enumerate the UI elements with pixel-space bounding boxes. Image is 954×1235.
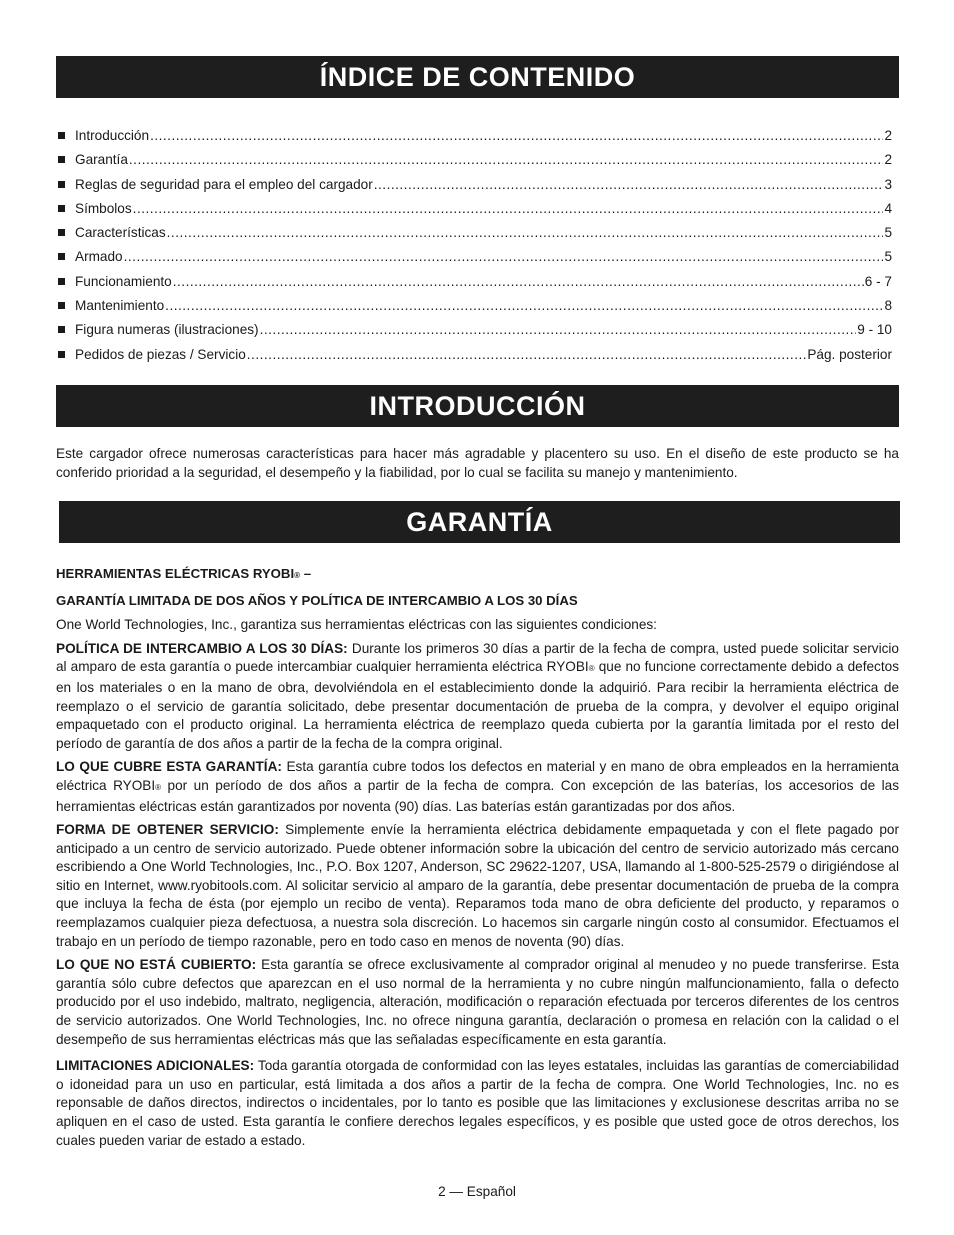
service-paragraph bbox=[56, 821, 899, 951]
intro-paragraph: Este cargador ofrece numerosas características para hacer más agradable y placentero su uso. En el diseño de este producto se ha conferido prioridad a la seguridad, el desempeño y la fiabilidad, por lo cual se facilita su manejo y mantenimiento. bbox=[56, 445, 899, 480]
square-bullet-icon bbox=[58, 181, 65, 188]
toc-item-page: 4 bbox=[884, 200, 892, 216]
toc-item-label: Armado bbox=[75, 249, 123, 265]
not-covered-paragraph bbox=[56, 956, 899, 1049]
dot-leader bbox=[167, 221, 884, 245]
toc-item-label: Mantenimiento bbox=[75, 298, 165, 314]
exchange-policy-label: POLÍTICA DE INTERCAMBIO A LOS 30 DÍAS: bbox=[56, 640, 348, 656]
square-bullet-icon bbox=[58, 156, 65, 163]
toc-item-page: 3 bbox=[884, 176, 892, 192]
toc-item bbox=[56, 343, 899, 367]
toc-item bbox=[56, 148, 899, 172]
registered-mark: ® bbox=[294, 570, 301, 580]
square-bullet-icon bbox=[58, 132, 65, 139]
toc-item-label: Símbolos bbox=[75, 200, 132, 216]
toc-item-label: Reglas de seguridad para el empleo del cargador bbox=[75, 176, 373, 192]
toc-item-label: Características bbox=[75, 225, 166, 241]
service-text: Simplemente envíe la herramienta eléctrica debidamente empaquetada y con el flete pagado por anticipado a un centro de servicio autorizado. Puede obtener información sobre la ubicación del centro de servicio autorizado más cercano escribiendo a One World Technologies, Inc., P.O. Box 1207, Anderson, SC 29622-1207, USA, llamando al 1-800-525-2579 o dirigiéndose al sitio en Internet, www.ryobitools.com. Al solicitar servicio al amparo de la garantía, debe presentar documentación de prueba de la compra que incluya la fecha de ésta (por ejemplo un recibo de venta). Reparamos toda mano de obra deficiente del producto, y reparamos o reemplazamos cualquier pieza defectuosa, a nuestra sola discreción. Lo hacemos sin cargarle ningún costo al consumidor. Efectuamos el trabajo en un período de tiempo razonable, pero en todo caso en menos de noventa (90) días. bbox=[56, 822, 899, 949]
toc-item bbox=[56, 318, 899, 342]
service-label: FORMA DE OBTENER SERVICIO: bbox=[56, 822, 279, 838]
toc-item-label: Garantía bbox=[75, 152, 128, 168]
toc-item bbox=[56, 294, 899, 318]
page-footer: 2 — Español bbox=[438, 1184, 516, 1199]
toc-item-page: 5 bbox=[884, 249, 892, 265]
exchange-policy-paragraph bbox=[56, 640, 899, 754]
limitations-label: LIMITACIONES ADICIONALES: bbox=[56, 1058, 255, 1074]
dot-leader bbox=[133, 197, 884, 221]
toc-item-page: 2 bbox=[884, 128, 892, 143]
warranty-intro: One World Technologies, Inc., garantiza sus herramientas eléctricas con las siguientes condiciones: bbox=[56, 617, 657, 633]
toc-item bbox=[56, 197, 899, 221]
toc-item-label: Introducción bbox=[75, 128, 150, 143]
not-covered-text: Esta garantía se ofrece exclusivamente al comprador original al menudeo y no puede transferirse. Esta garantía sólo cubre defectos que aparezcan en el uso normal de la herramienta y no cubre ningún malfuncionamiento, falla o defecto producido por el uso indebido, maltrato, negligencia, alteración, modificación o reparación efectuada por terceros diferentes de los centros de servicio autorizados. One World Technologies, Inc. no ofrece ninguna garantía, declaración o promesa en relación con la calidad o el desempeño de sus herramientas eléctricas más que las señaladas específicamente en esta garantía. bbox=[56, 957, 899, 1047]
dot-leader bbox=[260, 318, 857, 342]
square-bullet-icon bbox=[58, 278, 65, 285]
coverage-paragraph bbox=[56, 758, 899, 816]
dot-leader bbox=[129, 148, 884, 172]
dot-leader bbox=[374, 173, 884, 197]
warranty-heading-dash: – bbox=[300, 565, 312, 581]
toc-item-page: 8 bbox=[884, 298, 892, 314]
square-bullet-icon bbox=[58, 351, 65, 358]
toc-list bbox=[56, 124, 899, 367]
square-bullet-icon bbox=[58, 205, 65, 212]
toc-item bbox=[56, 245, 899, 269]
warranty-heading-brand-text: HERRAMIENTAS ELÉCTRICAS RYOBI bbox=[56, 565, 295, 581]
toc-item bbox=[56, 270, 899, 294]
toc-item-page: 2 bbox=[884, 152, 892, 168]
intro-title: INTRODUCCIÓN bbox=[56, 385, 899, 427]
toc-item-page: 5 bbox=[884, 225, 892, 241]
warranty-title: GARANTÍA bbox=[59, 501, 900, 543]
warranty-body bbox=[56, 565, 899, 1150]
manual-page bbox=[56, 56, 899, 1155]
toc-item-label: Pedidos de piezas / Servicio bbox=[75, 346, 246, 362]
toc-item-page: Pág. posterior bbox=[807, 346, 892, 362]
dot-leader bbox=[247, 343, 807, 367]
limitations-paragraph bbox=[56, 1057, 899, 1150]
toc-item-page: 6 - 7 bbox=[864, 273, 892, 289]
dot-leader bbox=[150, 124, 883, 148]
toc-item bbox=[56, 221, 899, 245]
toc-item-label: Figura numeras (ilustraciones) bbox=[75, 322, 259, 338]
toc-item bbox=[56, 173, 899, 197]
coverage-label: LO QUE CUBRE ESTA GARANTÍA: bbox=[56, 759, 282, 775]
limitations-text: Toda garantía otorgada de conformidad con las leyes estatales, incluidas las garantías de comerciabilidad o idoneidad para un uso en particular, está limitada a dos años a partir de la fecha de compra. One World Technologies, Inc. no es reponsable de daños directos, indirectos o incidentales, por lo tanto es posible que las limitaciones y exclusionese descritas arriba no se apliquen en el caso de usted. Esta garantía le confiere derechos legales específicos, y es posible que usted goce de otros derechos, los cuales pueden variar de estado a estado. bbox=[56, 1058, 900, 1148]
registered-mark: ® bbox=[588, 664, 595, 674]
square-bullet-icon bbox=[58, 253, 65, 260]
warranty-heading-brand bbox=[56, 565, 899, 586]
toc-item-label: Funcionamiento bbox=[75, 273, 172, 289]
dot-leader bbox=[173, 270, 864, 294]
square-bullet-icon bbox=[58, 229, 65, 236]
square-bullet-icon bbox=[58, 326, 65, 333]
square-bullet-icon bbox=[58, 302, 65, 309]
registered-mark: ® bbox=[155, 782, 162, 792]
coverage-text: Esta garantía cubre todos los defectos en material y en mano de obra empleados en la herramienta eléctrica RYOBI bbox=[56, 759, 899, 793]
toc-item-page: 9 - 10 bbox=[857, 322, 892, 338]
toc-item bbox=[56, 124, 899, 148]
dot-leader bbox=[165, 294, 883, 318]
warranty-heading-limited: GARANTÍA LIMITADA DE DOS AÑOS Y POLÍTICA DE INTERCAMBIO A LOS 30 DÍAS bbox=[56, 592, 578, 608]
exchange-policy-text: Durante los primeros 30 días a partir de la fecha de compra, usted puede solicitar servicio al amparo de esta garantía o puede intercambiar cualquier herramienta eléctrica RYOBI bbox=[56, 640, 899, 675]
toc-title: ÍNDICE DE CONTENIDO bbox=[56, 56, 899, 98]
coverage-text-cont: por un período de dos años a partir de la fecha de compra. Con excepción de las baterías, los accesorios de las herramientas eléctricas están garantizados por noventa (90) días. Las baterías están garantizadas por dos años. bbox=[56, 777, 899, 814]
dot-leader bbox=[124, 245, 884, 269]
exchange-policy-text-cont: que no funcione correctamente debido a defectos en los materiales o en la mano de obra, devolviéndola en el establecimiento donde la adquirió. Para recibir la herramienta eléctrica de reemplazo o el servicio de garantía solicitado, debe presentar documentación de prueba de la compra, y devolver el equipo original empaquetado con el producto original. La herramienta eléctrica de reemplazo queda cubierta por la garantía limitada por el resto del período de garantía de dos años a partir de la fecha de la compra original. bbox=[56, 659, 899, 751]
not-covered-label: LO QUE NO ESTÁ CUBIERTO: bbox=[56, 957, 257, 973]
